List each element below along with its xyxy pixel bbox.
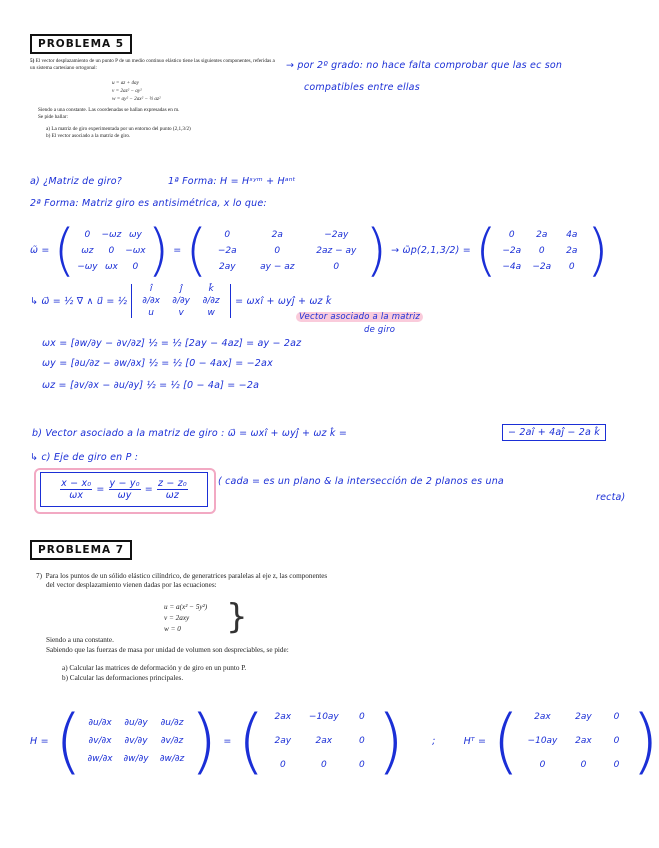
right-paren: ) (190, 700, 218, 782)
omega-value-cell: 0 (274, 245, 281, 256)
ht-label: Hᵀ = (463, 735, 487, 747)
omega-symbolic-matrix (54, 218, 170, 283)
problem-7-title: PROBLEMA 7 (30, 540, 132, 560)
omega-symbolic-cell: −ωz (101, 229, 122, 240)
omega-symbolic-cell: 0 (108, 245, 115, 256)
h-partial-cell: ∂v/∂z (160, 736, 184, 746)
ht-value-cell: 0 (580, 760, 587, 770)
omega-point-cell: 2a (566, 245, 578, 256)
h-matrix-row (30, 700, 659, 782)
omega-symbolic-cell: ωy (128, 229, 142, 240)
h-partial-cell: ∂w/∂x (87, 754, 113, 764)
h-value-cell: 2ax (315, 736, 333, 746)
omega-point-cell: −2a (532, 261, 552, 272)
p5-item-a: a) La matriz de giro experimentada por un entorno del punto (2,1,3/2) (46, 126, 191, 132)
determinant-cell: ∂/∂x (142, 296, 160, 306)
h-partial-cell: ∂v/∂y (124, 736, 148, 746)
p7-constant-line: Siendo a una constante. (46, 636, 114, 644)
p5-a-heading: a) ¿Matriz de giro? (30, 176, 123, 187)
left-paren: ( (53, 218, 76, 283)
omega-point-cell: −4a (502, 261, 522, 272)
omega-value-matrix (185, 218, 387, 283)
omega-value-cell: 0 (333, 261, 340, 272)
p5-eq-v: v = 2az² − ay² (112, 88, 142, 94)
omega-point-cell: 4a (566, 229, 578, 240)
omega-value-cell: 0 (224, 229, 231, 240)
omega-value-cell: −2ay (324, 229, 349, 240)
axis-frac-x: $\frac{\text{x − x₀}}{\omega x}$ (61, 478, 92, 501)
right-paren: ) (586, 218, 609, 283)
determinant-cell: k̂ (208, 284, 214, 294)
omega-value-cell: −2a (217, 245, 237, 256)
h-values-matrix (238, 700, 405, 782)
problem-5-number: 5) (30, 58, 35, 64)
rot-result: = ωxî + ωyĵ + ωz k̂ (235, 295, 332, 307)
p5-ask-line: Se pide hallar: (38, 114, 68, 120)
omega-value-cell: 2ay (219, 261, 236, 272)
determinant-bars (131, 284, 231, 318)
determinant-cell: ∂/∂y (172, 296, 190, 306)
ht-value-cell: 0 (613, 712, 620, 722)
p5-note-line-2: compatibles entre ellas (304, 82, 420, 93)
omega-y-line: ωy = [∂u/∂z − ∂w/∂x] ½ = ½ [0 − 4ax] = −2ax (42, 358, 273, 369)
equals-sign: = (96, 484, 105, 495)
omega-symbolic-cell: 0 (84, 229, 91, 240)
omega-value-cell: ay − az (260, 261, 295, 272)
p5-a-forma-2: 2ª Forma: Matriz giro es antisimétrica, x lo que: (30, 198, 267, 209)
left-paren: ( (185, 218, 208, 283)
axis-frac-z: $\frac{\text{z − z₀}}{\omega z}$ (157, 478, 187, 501)
omega-point-cell: 0 (568, 261, 575, 272)
omega-point-cell: 0 (538, 245, 545, 256)
right-paren: ) (376, 700, 405, 782)
omega-point-cell: 2a (536, 229, 548, 240)
omega-point-cell: 0 (508, 229, 515, 240)
p5-item-b: b) El vector asociado a la matriz de giro. (46, 133, 131, 139)
h-values-grid (265, 712, 377, 770)
h-value-cell: −10ay (308, 712, 339, 722)
omega-point-matrix (475, 218, 609, 283)
h-value-cell: 2ay (274, 736, 292, 746)
p7-item-b: b) Calcular las deformaciones principales. (62, 674, 184, 682)
system-brace: } (226, 597, 248, 637)
vector-note-line-1: Vector asociado a la matriz (296, 312, 423, 322)
omega-symbolic-cell: −ωy (77, 261, 98, 272)
right-paren: ) (365, 218, 388, 283)
omega-x-line: ωx = [∂w/∂y − ∂v/∂z] ½ = ½ [2ay − 4az] = ay − 2az (42, 338, 302, 349)
h-partial-cell: ∂u/∂x (88, 718, 112, 728)
omega-point-grid (497, 230, 587, 272)
equals-sign: = (223, 735, 232, 747)
determinant-cell: ĵ (179, 284, 183, 294)
omega-symbolic-grid (75, 230, 147, 272)
p7-eq-w: w = 0 (164, 625, 181, 633)
problem-5-statement (30, 58, 278, 71)
omega-matrix-row (30, 218, 609, 283)
left-paren: ( (54, 700, 83, 782)
h-partial-cell: ∂w/∂y (123, 754, 149, 764)
h-partials-matrix (55, 700, 218, 782)
ht-value-cell: 0 (613, 736, 620, 746)
rot-lead: ↳ ω⃗ = ½ ∇ ∧ u⃗ = ½ (30, 295, 128, 307)
rotational-line (30, 284, 332, 318)
equals-sign: = (144, 484, 153, 495)
problem-5-title: PROBLEMA 5 (30, 34, 132, 54)
determinant-cell: ∂/∂z (202, 296, 220, 306)
p7-item-a: a) Calcular las matrices de deformación y de giro en un punto P. (62, 664, 247, 672)
determinant-grid (136, 284, 226, 318)
p7-mass-line: Sabiendo que las fuerzas de masa por unidad de volumen son despreciables, se pide: (46, 646, 289, 654)
p7-statement-line-1: 7) Para los puntos de un sólido elástico cilíndrico, de generatrices paralelas al eje z, las componentes (36, 572, 328, 580)
omega-label: ω̃ = (30, 245, 50, 256)
right-paren: ) (631, 700, 659, 782)
axis-equation-box (40, 472, 208, 507)
problem-5-statement-text: El vector desplazamiento de un punto P de un medio continuo elástico tiene las siguientes componentes, referidas a un sistema cartesiano ortogonal: (30, 58, 275, 71)
omega-symbolic-cell: −ωx (125, 245, 146, 256)
p5-c-heading: ↳ c) Eje de giro en P : (30, 452, 139, 463)
p5-constant-line: Siendo a una constante. Las coordenadas se hallan expresadas en m. (38, 107, 180, 113)
determinant-cell: u (148, 308, 154, 318)
h-partial-cell: ∂w/∂z (159, 754, 185, 764)
ht-value-cell: 0 (613, 760, 620, 770)
omega-at-point: → ω̃p(2,1,3/2) = (391, 245, 471, 256)
rot-determinant (131, 284, 231, 318)
axis-frac-y: $\frac{\text{y − y₀}}{\omega y}$ (109, 478, 140, 501)
axis-note-line-1: ( cada = es un plano & la intersección de 2 planos es una (218, 476, 504, 487)
left-paren: ( (237, 700, 265, 782)
h-partial-cell: ∂v/∂x (88, 736, 112, 746)
problem-7-statement (36, 572, 436, 590)
omega-symbolic-cell: ωx (104, 261, 118, 272)
h-value-cell: 2ax (274, 712, 292, 722)
ht-value-cell: −10ay (527, 736, 558, 746)
omega-symbolic-cell: 0 (132, 261, 139, 272)
p7-eq-v: v = 2axy (164, 614, 190, 622)
ht-value-cell: 2ax (575, 736, 592, 746)
p5-note-line-1: → por 2º grado: no hace falta comprobar que las ec son (286, 60, 563, 71)
omega-value-grid (207, 230, 365, 272)
left-paren: ( (474, 218, 497, 283)
semicolon: ; (432, 735, 436, 747)
ht-values-matrix (492, 700, 659, 782)
p5-b-result-box: − 2aî + 4aĵ − 2a k̂ (502, 424, 606, 441)
left-paren: ( (492, 700, 520, 782)
h-label: H = (30, 735, 49, 747)
h-value-cell: 0 (358, 736, 365, 746)
ht-values-grid (519, 712, 631, 770)
p7-eq-u: u = a(x² − 5y²) (164, 603, 208, 611)
omega-symbolic-cell: ωz (81, 245, 94, 256)
h-partial-cell: ∂u/∂y (124, 718, 148, 728)
p5-b-line: b) Vector asociado a la matriz de giro : ω⃗ = ωxî + ωyĵ + ωz k̂ = (32, 428, 347, 439)
h-partial-cell: ∂u/∂z (160, 718, 184, 728)
p5-eq-w: w = ay² − 2ax² − ½ az² (112, 96, 161, 102)
equals-sign: = (173, 245, 182, 256)
determinant-cell: î (149, 284, 153, 294)
h-partials-grid (82, 718, 190, 764)
omega-z-line: ωz = [∂v/∂x − ∂u/∂y] ½ = ½ [0 − 4a] = −2a (42, 380, 260, 391)
p7-statement-line-2: del vector desplazamiento vienen dadas por las ecuaciones: (46, 581, 217, 589)
determinant-cell: w (207, 308, 215, 318)
omega-point-cell: −2a (502, 245, 522, 256)
p5-eq-u: u = az + 4ay (112, 80, 139, 86)
ht-value-cell: 2ax (534, 712, 551, 722)
h-value-cell: 0 (358, 760, 365, 770)
determinant-cell: v (178, 308, 184, 318)
omega-value-cell: 2a (271, 229, 283, 240)
vector-note-line-2: de giro (364, 325, 396, 335)
h-value-cell: 0 (358, 712, 365, 722)
omega-value-cell: 2az − ay (316, 245, 357, 256)
right-paren: ) (147, 218, 170, 283)
ht-value-cell: 0 (539, 760, 546, 770)
axis-note-line-2: recta) (596, 492, 626, 503)
h-value-cell: 0 (279, 760, 286, 770)
p5-a-forma-1: 1ª Forma: H = Hˢʸᵐ + Hᵃⁿᵗ (168, 176, 296, 187)
ht-value-cell: 2ay (575, 712, 592, 722)
h-value-cell: 0 (320, 760, 327, 770)
